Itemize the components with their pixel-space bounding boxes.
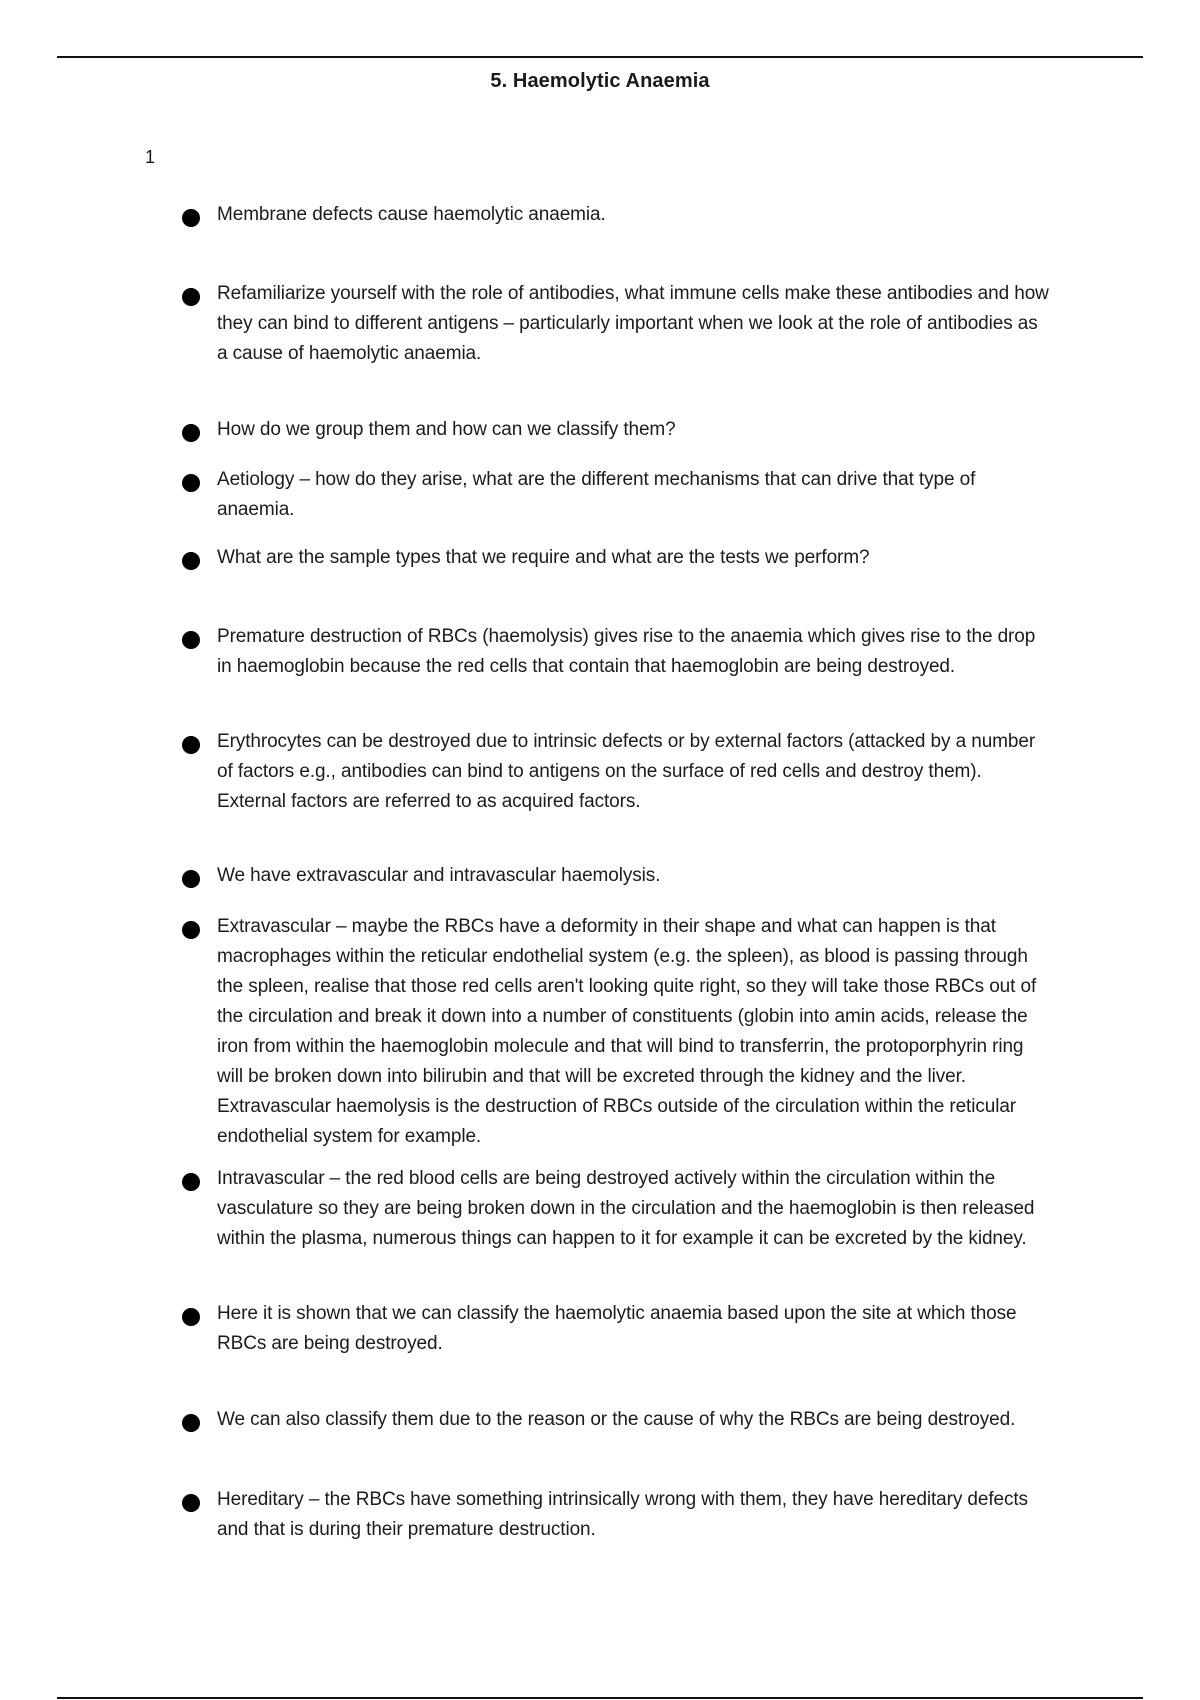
- bullet-dot-icon: [182, 474, 200, 492]
- bullet-dot-icon: [182, 870, 200, 888]
- page-title: 5. Haemolytic Anaemia: [490, 70, 710, 92]
- page-number: 1: [145, 147, 156, 167]
- bullet-dot-icon: [182, 424, 200, 442]
- list-item-text: Intravascular – the red blood cells are being destroyed actively within the circulation within the vasculature so they are being broken down in the circulation and the haemoglobin is then released within the plasma, numerous things can happen to it for example it can be excreted by the kidney.: [217, 1168, 1035, 1249]
- list-item-text: Refamiliarize yourself with the role of antibodies, what immune cells make these antibodies and how they can bind to different antigens – particularly important when we look at the role of antibodies as a cause of haemolytic anaemia.: [217, 283, 1049, 364]
- list-item-text: Hereditary – the RBCs have something intrinsically wrong with them, they have hereditary defects and that is during their premature destruction.: [217, 1489, 1028, 1540]
- list-item: [182, 861, 1052, 891]
- top-rule: [57, 56, 1143, 58]
- list-item: [182, 279, 1052, 369]
- list-item-text: How do we group them and how can we classify them?: [217, 419, 676, 440]
- list-item-text: What are the sample types that we require and what are the tests we perform?: [217, 547, 870, 568]
- list-item: [182, 727, 1052, 817]
- bullet-dot-icon: [182, 736, 200, 754]
- bullet-dot-icon: [182, 631, 200, 649]
- bullet-dot-icon: [182, 209, 200, 227]
- list-item: [182, 200, 1052, 230]
- list-item: [182, 1299, 1052, 1359]
- bullet-dot-icon: [182, 921, 200, 939]
- list-item: [182, 1405, 1052, 1435]
- bullet-dot-icon: [182, 1173, 200, 1191]
- list-item-text: Here it is shown that we can classify the haemolytic anaemia based upon the site at which those RBCs are being destroyed.: [217, 1303, 1017, 1354]
- list-item-text: We can also classify them due to the reason or the cause of why the RBCs are being destroyed.: [217, 1409, 1016, 1430]
- list-item: [182, 465, 1052, 525]
- list-item: [182, 543, 1052, 573]
- list-item: [182, 622, 1052, 682]
- list-item: [182, 912, 1052, 1152]
- list-item-text: Membrane defects cause haemolytic anaemia.: [217, 204, 606, 225]
- list-item-text: We have extravascular and intravascular haemolysis.: [217, 865, 661, 886]
- list-item: [182, 1164, 1052, 1254]
- bottom-rule: [57, 1697, 1143, 1699]
- list-item-text: Aetiology – how do they arise, what are the different mechanisms that can drive that type of anaemia.: [217, 469, 976, 520]
- bullet-dot-icon: [182, 1414, 200, 1432]
- bullet-dot-icon: [182, 1308, 200, 1326]
- list-item: [182, 415, 1052, 445]
- bullet-dot-icon: [182, 552, 200, 570]
- list-item-text: Premature destruction of RBCs (haemolysis) gives rise to the anaemia which gives rise to the drop in haemoglobin because the red cells that contain that haemoglobin are being destroyed.: [217, 626, 1036, 677]
- list-item-text: Erythrocytes can be destroyed due to intrinsic defects or by external factors (attacked by a number of factors e.g., antibodies can bind to antigens on the surface of red cells and destroy them). External factors are referred to as acquired factors.: [217, 731, 1036, 812]
- bullet-dot-icon: [182, 288, 200, 306]
- list-item: [182, 1485, 1052, 1545]
- list-item-text: Extravascular – maybe the RBCs have a deformity in their shape and what can happen is that macrophages within the reticular endothelial system (e.g. the spleen), as blood is passing through the spleen, realise that those red cells aren't looking quite right, so they will take those RBCs out of the circulation and break it down into a number of constituents (globin into amin acids, release the iron from within the haemoglobin molecule and that will bind to transferrin, the protoporphyrin ring will be broken down into bilirubin and that will be excreted through the kidney and the liver. Extravascular haemolysis is the destruction of RBCs outside of the circulation within the reticular endothelial system for example.: [217, 916, 1037, 1147]
- bullet-dot-icon: [182, 1494, 200, 1512]
